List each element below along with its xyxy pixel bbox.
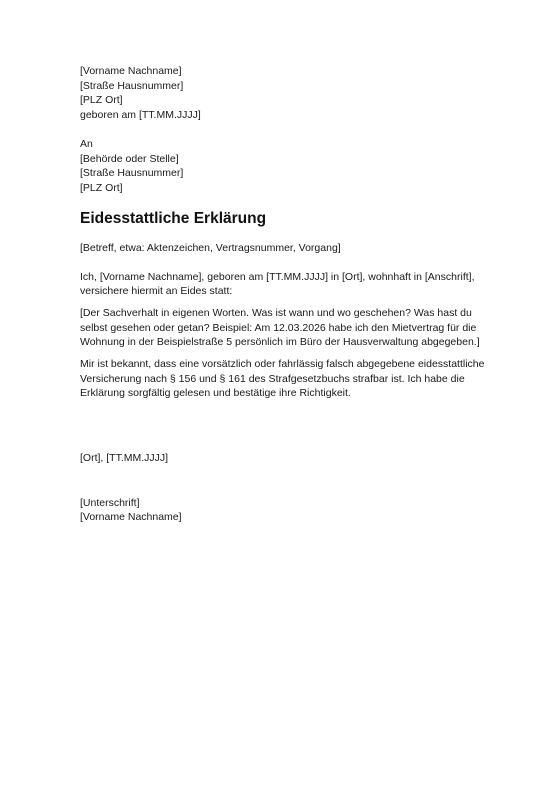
sender-name: [Vorname Nachname] — [80, 65, 182, 77]
recipient-prefix: An — [80, 138, 93, 150]
recipient-street: [Straße Hausnummer] — [80, 167, 184, 179]
signature-block — [80, 496, 490, 525]
sender-city: [PLZ Ort] — [80, 94, 123, 106]
sender-street: [Straße Hausnummer] — [80, 79, 184, 92]
intro-paragraph: Ich, [Vorname Nachname], geboren am [TT.MM.JJJJ] in [Ort], wohnhaft in [Anschrift], versichere hiermit an Eides statt: — [80, 270, 475, 298]
document-page — [80, 64, 490, 525]
sender-birth-date: geboren am [TT.MM.JJJJ] — [80, 108, 201, 121]
sender-address-block — [80, 64, 490, 122]
legal-notice-paragraph: Mir ist bekannt, dass eine vorsätzlich oder fahrlässig falsch abgegebene eidesstattliche Versicherung nach § 156 und § 161 des Strafgesetzbuchs strafbar ist. Ich habe die Erklärung sorgfältig gelesen und bestätige ihre Richtigkeit. — [80, 358, 485, 400]
signature-placeholder: [Unterschrift] — [80, 496, 140, 509]
recipient-authority: [Behörde oder Stelle] — [80, 152, 179, 165]
subject-line: [Betreff, etwa: Aktenzeichen, Vertragsnummer, Vorgang] — [80, 242, 341, 254]
signer-name: [Vorname Nachname] — [80, 511, 182, 524]
document-title: Eidesstattliche Erklärung — [80, 210, 267, 227]
recipient-address-block — [80, 137, 490, 195]
statement-paragraph: [Der Sachverhalt in eigenen Worten. Was ist wann und wo geschehen? Was hast du selbst gesehen oder getan? Beispiel: Am 12.03.2026 habe ich den Mietvertrag für die Wohnung in der Beispielstraße 5 persönlich im Büro der Hausverwaltung abgegeben.] — [80, 306, 480, 349]
place-date-line: [Ort], [TT.MM.JJJJ] — [80, 452, 169, 465]
recipient-city: [PLZ Ort] — [80, 181, 123, 194]
